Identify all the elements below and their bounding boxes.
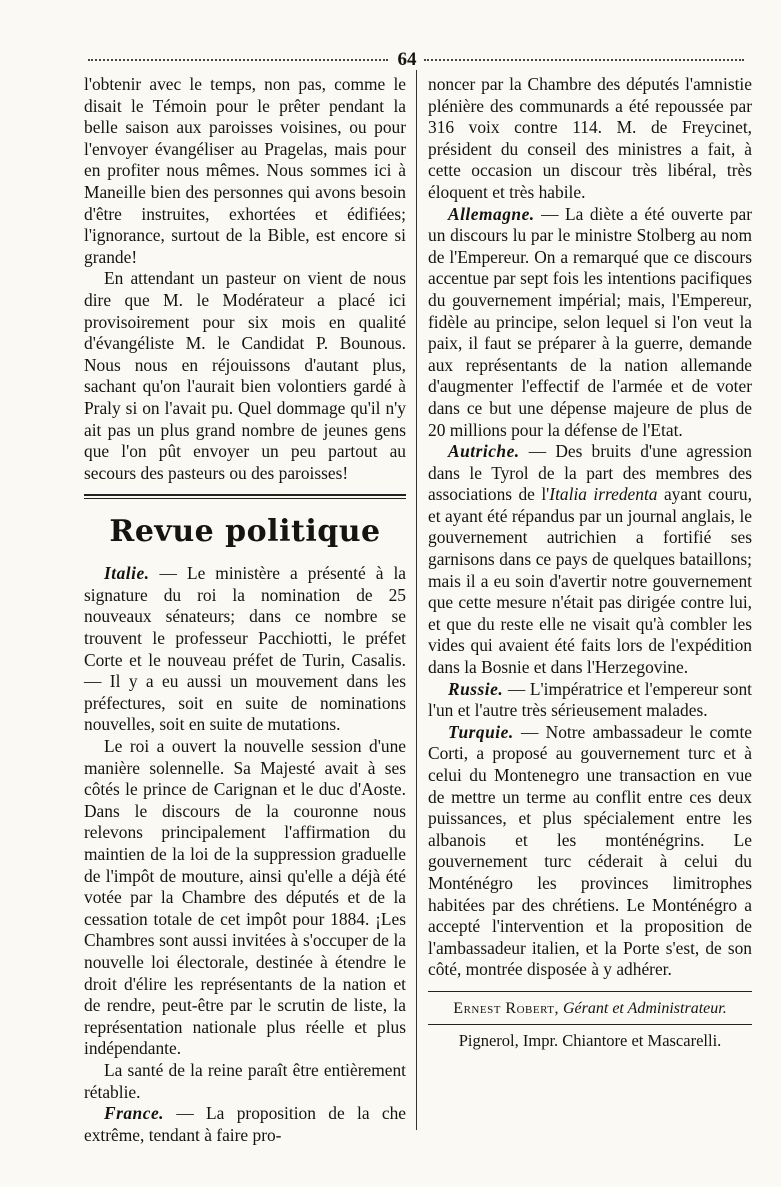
right-column bbox=[428, 74, 752, 1051]
autriche-label: Autriche. bbox=[448, 441, 520, 462]
footer-rule bbox=[428, 991, 752, 992]
footer-credit bbox=[428, 996, 752, 1022]
turquie-label: Turquie. bbox=[448, 721, 514, 742]
autriche-italic: Italia irredenta bbox=[549, 484, 658, 505]
section-divider bbox=[84, 494, 406, 499]
page-number: 64 bbox=[397, 49, 417, 70]
footer-role: Gérant et Administrateur. bbox=[558, 999, 727, 1017]
autriche-paragraph bbox=[428, 441, 752, 679]
left-paragraph-2: En attendant un pasteur on vient de nous dire que M. le Modérateur a placé ici provisoirement pour six mois en qualité d'évangéliste M. le Candidat P. Bounous. Nous nous en réjouissons d'autant plus, sachant qu'on l'aurait bien volontiers gardé à Praly si on l'avait pu. Quel dommage qu'il n'y ait pas un plus grand nombre de jeunes gens que l'on pût envoyer un peu partout au secours des pasteurs ou des paroisses! bbox=[84, 268, 406, 483]
france-text: — La proposition de la che extrême, tendant à faire pro- bbox=[84, 1103, 406, 1145]
left-paragraph-1: l'obtenir avec le temps, non pas, comme le disait le Témoin pour le prêter pendant la belle saison aux paroisses voisines, ou pour l'envoyer évangéliser au Pragelas, mais pour en profiter nous mêmes. Nous sommes ici à Maneille bien des personnes qui avons besoin d'être instruites, exhortées et édifiées; l'ignorance, surtout de la Bible, est encore si grande! bbox=[84, 74, 406, 267]
france-paragraph bbox=[84, 1103, 406, 1146]
russie-paragraph bbox=[428, 679, 752, 722]
footer-name: Ernest Robert, bbox=[453, 999, 559, 1017]
france-label: France. bbox=[104, 1103, 165, 1124]
left-column bbox=[84, 74, 406, 1146]
column-divider bbox=[416, 70, 417, 1130]
allemagne-text: — La diète a été ouverte par un discours lu par le ministre Stolberg au nom de l'Empereur. On a remarqué que ce discours accentue par sept fois les intentions pacifiques du gouvernement impérial; mais, l'Empereur, fidèle au principe, selon lequel si l'on veut la paix, il faut se préparer à la guerre, demande aux représentants de la nation allemande d'augmenter l'effectif de l'armée et de voter dans ce but une dépense majeure de plus de 20 millions pour la défense de l'Etat. bbox=[428, 203, 752, 440]
section-title: Revue politique bbox=[109, 514, 381, 550]
italie-label: Italie. bbox=[104, 563, 150, 584]
allemagne-label: Allemagne. bbox=[448, 203, 535, 224]
right-continuation-paragraph: noncer par la Chambre des députés l'amnistie plénière des communards a été repoussée par 316 voix contre 114. M. de Freycinet, président du conseil des ministres a fait, à cette occasion un discour très libéral, très éloquent et très habile. bbox=[428, 74, 752, 202]
reine-paragraph: La santé de la reine paraît être entièrement rétablie. bbox=[84, 1059, 406, 1102]
turquie-text: — Notre ambassadeur le comte Corti, a proposé au gouvernement turc et à celui du Montenegro une transaction en vue de mettre un terme au conflit entre ces deux puissances, et plus spécialement entre les albanois et les monténégrins. Le gouvernement turc céderait à celui du Monténégro les provinces limitrophes habitées par des chrétiens. Le Monténégro a accepté l'intervention et la proposition de l'ambassadeur italien, et la Porte s'est, de son côté, montrée disposée à y adhérer. bbox=[428, 721, 752, 980]
turquie-paragraph bbox=[428, 722, 752, 981]
autriche-text-1: — Des bruits d'une agression dans le Tyrol de la part des membres des associations de l' bbox=[428, 441, 752, 505]
header-rule-left bbox=[88, 59, 388, 61]
italie-text: — Le ministère a présenté à la signature du roi la nomination de 25 nouveaux sénateurs; dans ce nombre se trouvent le professeur Pacchiotti, le préfet Corte et le nouveau préfet de Turin, Casalis. — Il y a eu aussi un mouvement dans les préfectures, soit en suite de nominations nouvelles, soit en suite de mutations. bbox=[84, 563, 406, 735]
autriche-text-2: ayant couru, et ayant été répandus par un journal anglais, le gouvernement autrichien a fortifié ses garnisons dans ce pays de quelques bataillons; mais il a eu soin d'avertir notre gouvernement que cette mesure n'était pas dirigée contre lui, et que du reste elle ne visait qu'à combler les vides qui avaient été faits lors de l'expédition dans la Bosnie et dans l'Herzegovine. bbox=[428, 484, 752, 678]
roi-paragraph: Le roi a ouvert la nouvelle session d'une manière solennelle. Sa Majesté avait à ses côtés le prince de Carignan et le duc d'Aoste. Dans le discours de la couronne nous relevons principalement l'affirmation du maintien de la loi de la suppression graduelle de l'impôt de mouture, ainsi qu'elle a déjà été votée par la Chambre des députés et de la cessation totale de cet impôt pour 1884. ¡Les Chambres sont aussi invitées à s'occuper de la nouvelle loi électorale, destinée à étendre le droit d'élire les représentants de la nation et de rendre, peut-être par le scrutin de liste, la représentation nationale plus réelle et plus indépendante. bbox=[84, 736, 406, 1059]
italie-paragraph bbox=[84, 563, 406, 736]
footer-rule-2 bbox=[428, 1024, 752, 1025]
russie-label: Russie. bbox=[448, 678, 504, 699]
allemagne-paragraph bbox=[428, 204, 752, 442]
imprint-line: Pignerol, Impr. Chiantore et Mascarelli. bbox=[458, 1030, 722, 1050]
header-rule-right bbox=[424, 59, 744, 61]
russie-text: — L'impératrice et l'empereur sont l'un et l'autre très sérieusement malades. bbox=[428, 678, 752, 721]
